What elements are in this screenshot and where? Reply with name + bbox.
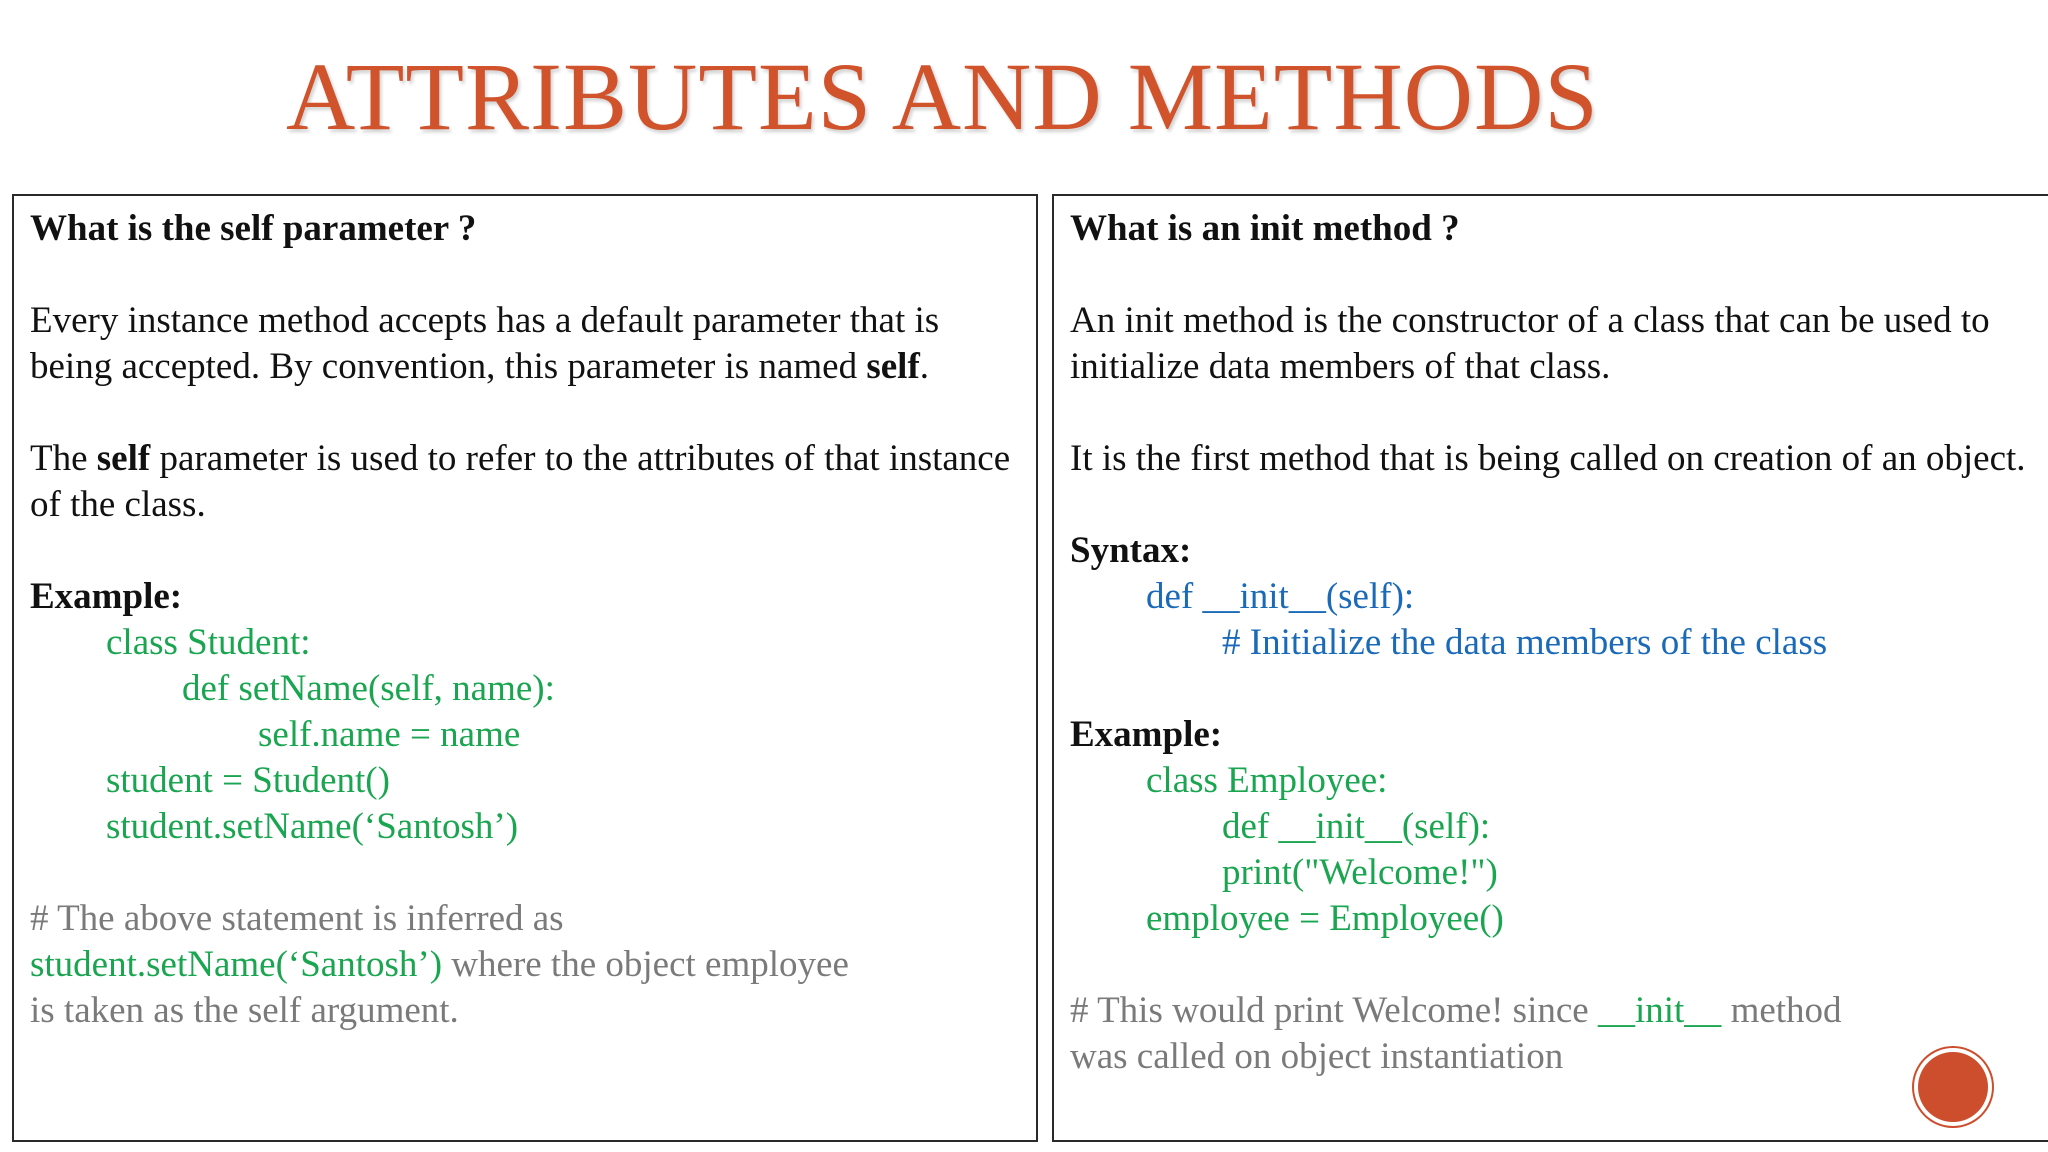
code-line: print("Welcome!") [1222, 852, 1498, 893]
self-parameter-content [30, 206, 1024, 1034]
note-line [30, 942, 1024, 988]
init-method-panel [1052, 194, 2048, 1142]
code-line: def setName(self, name): [182, 668, 555, 709]
paragraph-text: parameter is used to refer to the attributes of that instance of the class. [30, 438, 1011, 525]
code-line: employee = Employee() [1146, 898, 1504, 939]
paragraph-text: . [919, 346, 930, 387]
code-line: student.setName(‘Santosh’) [106, 806, 519, 847]
circle-badge-icon [1918, 1052, 1988, 1122]
slide-title: ATTRIBUTES AND METHODS [286, 43, 1599, 150]
note-line: is taken as the self argument. [30, 990, 459, 1031]
syntax-label: Syntax: [1070, 530, 1192, 571]
example-label: Example: [1070, 714, 1223, 755]
self-parameter-paragraph-1 [30, 298, 1024, 390]
self-parameter-paragraph-2 [30, 436, 1024, 528]
note-code: __init__ [1597, 990, 1722, 1031]
note-text: where the object employee [442, 944, 849, 985]
code-line: student = Student() [106, 760, 390, 801]
note-line [1070, 988, 2036, 1034]
example-label: Example: [30, 576, 183, 617]
self-parameter-heading: What is the self parameter ? [30, 208, 477, 249]
code-line: class Employee: [1146, 760, 1388, 801]
self-parameter-panel [12, 194, 1038, 1142]
paragraph-text: Every instance method accepts has a default parameter that is being accepted. By convention, this parameter is named [30, 300, 940, 387]
self-keyword: self [96, 438, 151, 479]
code-line: def __init__(self): [1222, 806, 1491, 847]
init-method-paragraph-1: An init method is the constructor of a class that can be used to initialize data members of that class. [1070, 300, 1990, 387]
note-line: was called on object instantiation [1070, 1036, 1564, 1077]
syntax-line: # Initialize the data members of the class [1222, 622, 1828, 663]
self-keyword: self [866, 346, 920, 387]
code-line: class Student: [106, 622, 311, 663]
note-text: method [1721, 990, 1842, 1031]
init-method-paragraph-2: It is the first method that is being called on creation of an object. [1070, 438, 2026, 479]
paragraph-text: The [30, 438, 97, 479]
note-text: # This would print Welcome! since [1070, 990, 1598, 1031]
init-method-content [1070, 206, 2036, 1080]
note-line: # The above statement is inferred as [30, 898, 564, 939]
note-code: student.setName(‘Santosh’) [30, 944, 443, 985]
init-method-heading: What is an init method ? [1070, 208, 1460, 249]
syntax-line: def __init__(self): [1146, 576, 1415, 617]
code-line: self.name = name [258, 714, 521, 755]
